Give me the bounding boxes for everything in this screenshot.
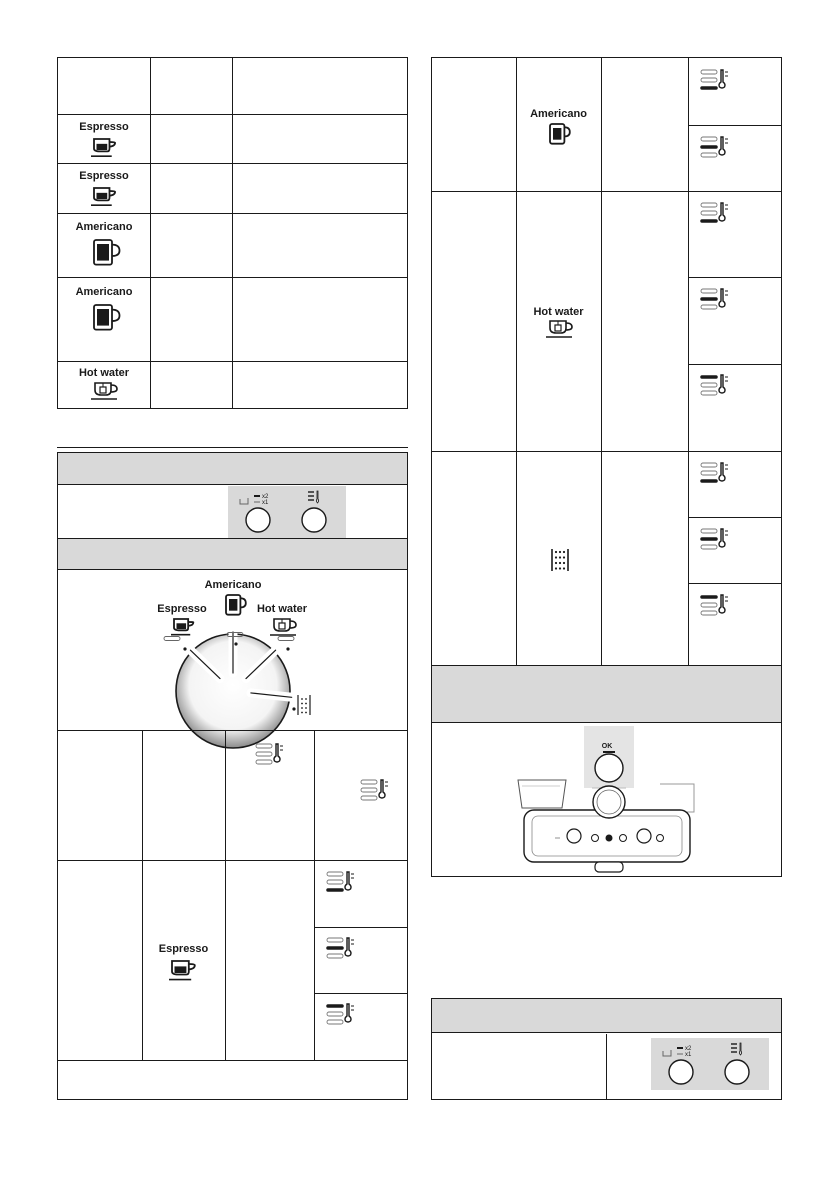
temperature-level-icon <box>360 778 390 802</box>
americano-mug-icon <box>91 238 119 268</box>
dial-label-americano: Americano <box>204 579 262 591</box>
temperature-table <box>431 57 782 666</box>
settings-section-right <box>431 998 782 1100</box>
temperature-level-icon <box>326 870 356 904</box>
espresso-cup-icon <box>91 185 119 207</box>
x1-label: x1 <box>685 1052 692 1058</box>
temperature-level-icon <box>700 593 730 627</box>
americano-mug-icon <box>547 122 573 146</box>
temperature-level-icon <box>326 1002 356 1036</box>
temperature-level-icon <box>700 135 730 169</box>
row-espresso2-label: Espresso <box>79 170 129 182</box>
right-americano-label: Americano <box>530 108 587 120</box>
grid-left <box>58 730 407 1060</box>
section-rule <box>57 447 408 448</box>
section-header-right <box>432 999 781 1033</box>
selection-dial-diagram <box>58 571 407 729</box>
row-espresso-label: Espresso <box>79 121 129 133</box>
hot-water-teapot-icon <box>546 318 576 340</box>
button-panel-image <box>228 486 346 538</box>
dial-label-hot-water: Hot water <box>256 603 308 615</box>
temperature-level-icon <box>326 936 356 970</box>
espresso-cup-icon <box>91 136 119 158</box>
settings-section-left <box>57 452 408 1100</box>
row-americano-label: Americano <box>75 221 133 233</box>
temperature-level-icon <box>700 287 730 321</box>
section-subheader <box>58 539 407 570</box>
temperature-level-icon <box>700 201 730 235</box>
right-hot-water-label: Hot water <box>533 306 584 318</box>
temperature-level-icon <box>700 527 730 561</box>
row-hot-water-label: Hot water <box>78 367 130 379</box>
temperature-level-icon <box>700 68 730 102</box>
row-americano2-label: Americano <box>75 286 133 298</box>
temperature-level-icon <box>255 742 285 766</box>
espresso-cup-icon <box>169 958 199 982</box>
section-header <box>58 453 407 485</box>
dial-label-espresso: Espresso <box>157 603 207 615</box>
x2-label: x2 <box>685 1046 692 1052</box>
x1-label: x1 <box>262 500 269 506</box>
ok-section <box>431 665 782 877</box>
ok-button-label: OK <box>601 743 613 750</box>
beverage-table <box>57 57 408 409</box>
x2-label: x2 <box>262 494 269 500</box>
steam-wand-icon <box>551 548 569 572</box>
button-panel-image <box>651 1038 769 1090</box>
temperature-level-icon <box>700 373 730 407</box>
temperature-level-icon <box>700 461 730 495</box>
hot-water-teapot-icon <box>91 380 119 402</box>
selection-dial-icon <box>58 571 407 729</box>
ok-section-header <box>432 666 781 723</box>
americano-mug-icon <box>91 303 119 333</box>
grid-espresso-label: Espresso <box>158 943 209 955</box>
